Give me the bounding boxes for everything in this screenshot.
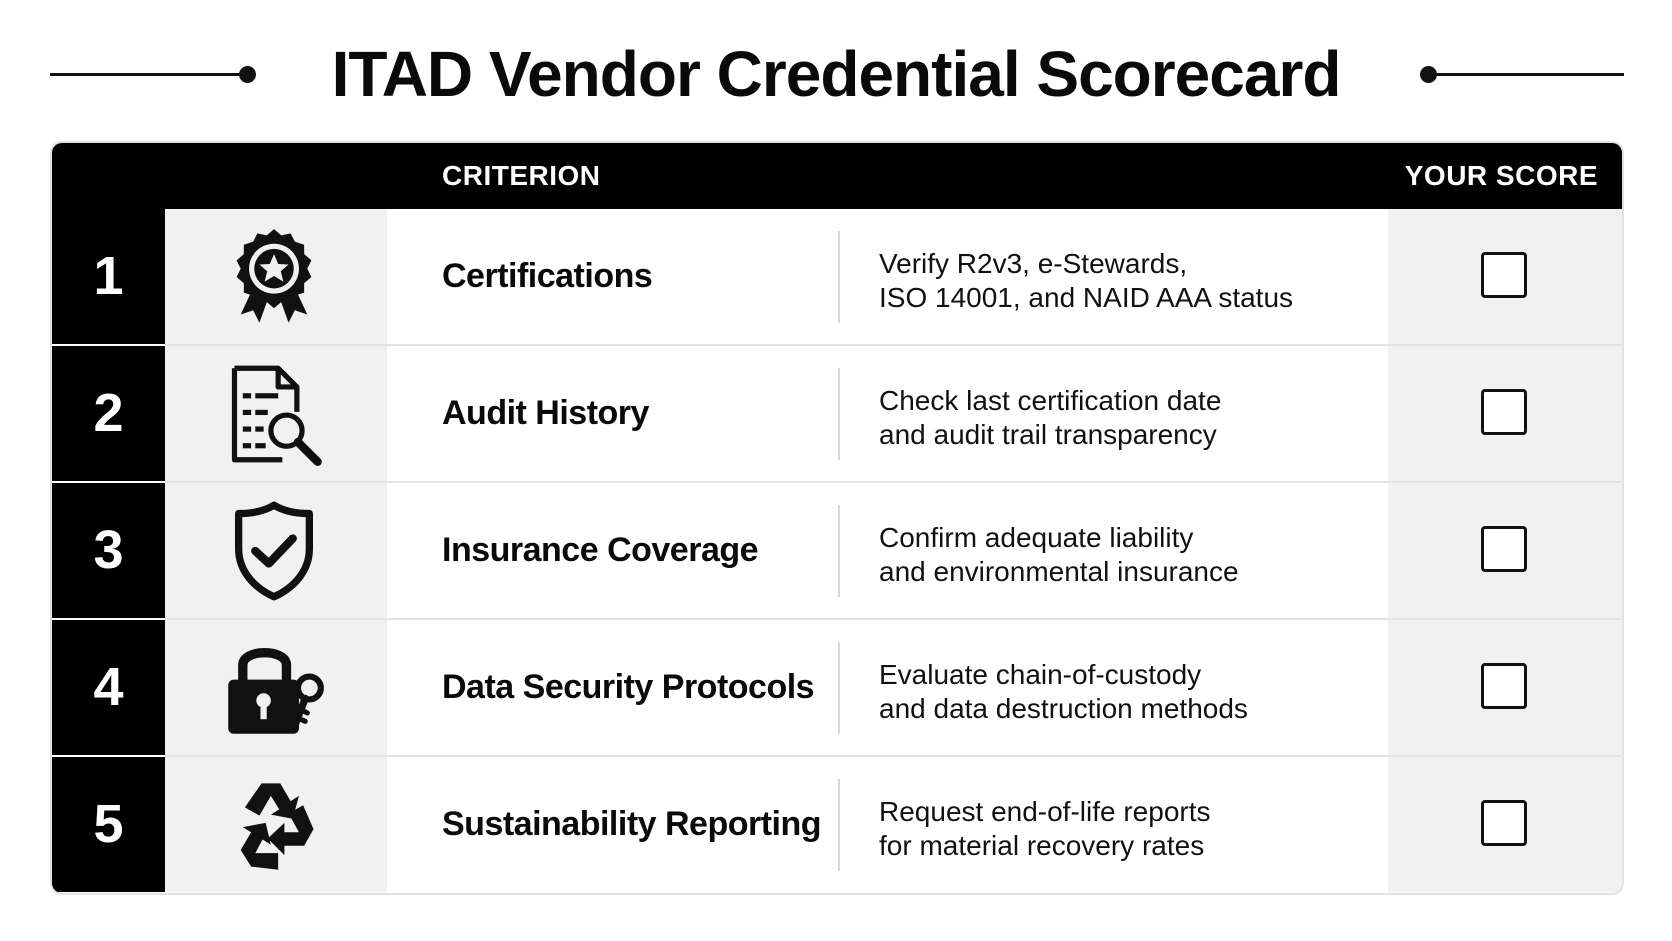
row-number: 5	[52, 757, 165, 892]
scorecard-table	[50, 141, 1624, 895]
row-number: 2	[52, 346, 165, 481]
document-search-icon	[222, 362, 326, 466]
score-cell	[1388, 209, 1624, 344]
description-line: ISO 14001, and NAID AAA status	[879, 282, 1294, 313]
table-header	[52, 143, 1622, 209]
row-divider	[838, 231, 840, 323]
header-criterion: CRITERION	[442, 160, 601, 191]
description-line: and data destruction methods	[879, 693, 1248, 724]
row-description	[879, 658, 1248, 726]
description-line: Confirm adequate liability	[879, 522, 1194, 553]
score-checkbox-3[interactable]	[1481, 526, 1527, 572]
row-number: 3	[52, 483, 165, 618]
description-line: and audit trail transparency	[879, 419, 1217, 450]
table-row	[52, 620, 1622, 757]
description-line: Check last certification date	[879, 385, 1222, 416]
row-divider	[838, 505, 840, 597]
score-cell	[1388, 620, 1624, 755]
row-description	[879, 384, 1221, 452]
row-divider	[838, 642, 840, 734]
score-cell	[1388, 483, 1624, 618]
row-description	[879, 247, 1293, 315]
row-icon-cell	[165, 346, 387, 481]
score-checkbox-5[interactable]	[1481, 800, 1527, 846]
recycle-icon	[222, 773, 326, 877]
title-rule-right	[1428, 73, 1624, 76]
table-row	[52, 757, 1622, 895]
row-icon-cell	[165, 209, 387, 344]
description-line: and environmental insurance	[879, 556, 1239, 587]
row-criterion: Certifications	[442, 257, 653, 295]
page-title: ITAD Vendor Credential Scorecard	[331, 38, 1341, 110]
row-icon-cell	[165, 757, 387, 892]
score-checkbox-4[interactable]	[1481, 663, 1527, 709]
row-description	[879, 521, 1239, 589]
row-number: 4	[52, 620, 165, 755]
header-your-score: YOUR SCORE	[1404, 160, 1598, 191]
row-criterion: Audit History	[442, 394, 649, 432]
row-divider	[838, 779, 840, 871]
table-row	[52, 483, 1622, 620]
score-checkbox-1[interactable]	[1481, 252, 1527, 298]
table-row	[52, 209, 1622, 346]
shield-check-icon	[222, 499, 326, 603]
score-cell	[1388, 346, 1624, 481]
score-cell	[1388, 757, 1624, 892]
title-row	[0, 0, 1672, 140]
description-line: Evaluate chain-of-custody	[879, 659, 1202, 690]
row-criterion: Data Security Protocols	[442, 668, 815, 706]
row-icon-cell	[165, 620, 387, 755]
lock-key-icon	[222, 636, 326, 740]
description-line: for material recovery rates	[879, 830, 1205, 861]
table-row	[52, 346, 1622, 483]
row-icon-cell	[165, 483, 387, 618]
description-line: Request end-of-life reports	[879, 796, 1211, 827]
score-checkbox-2[interactable]	[1481, 389, 1527, 435]
row-number: 1	[52, 209, 165, 344]
row-divider	[838, 368, 840, 460]
row-criterion: Sustainability Reporting	[442, 805, 822, 843]
row-criterion: Insurance Coverage	[442, 531, 759, 569]
award-ribbon-icon	[222, 225, 326, 329]
row-description	[879, 795, 1211, 863]
description-line: Verify R2v3, e-Stewards,	[879, 248, 1188, 279]
